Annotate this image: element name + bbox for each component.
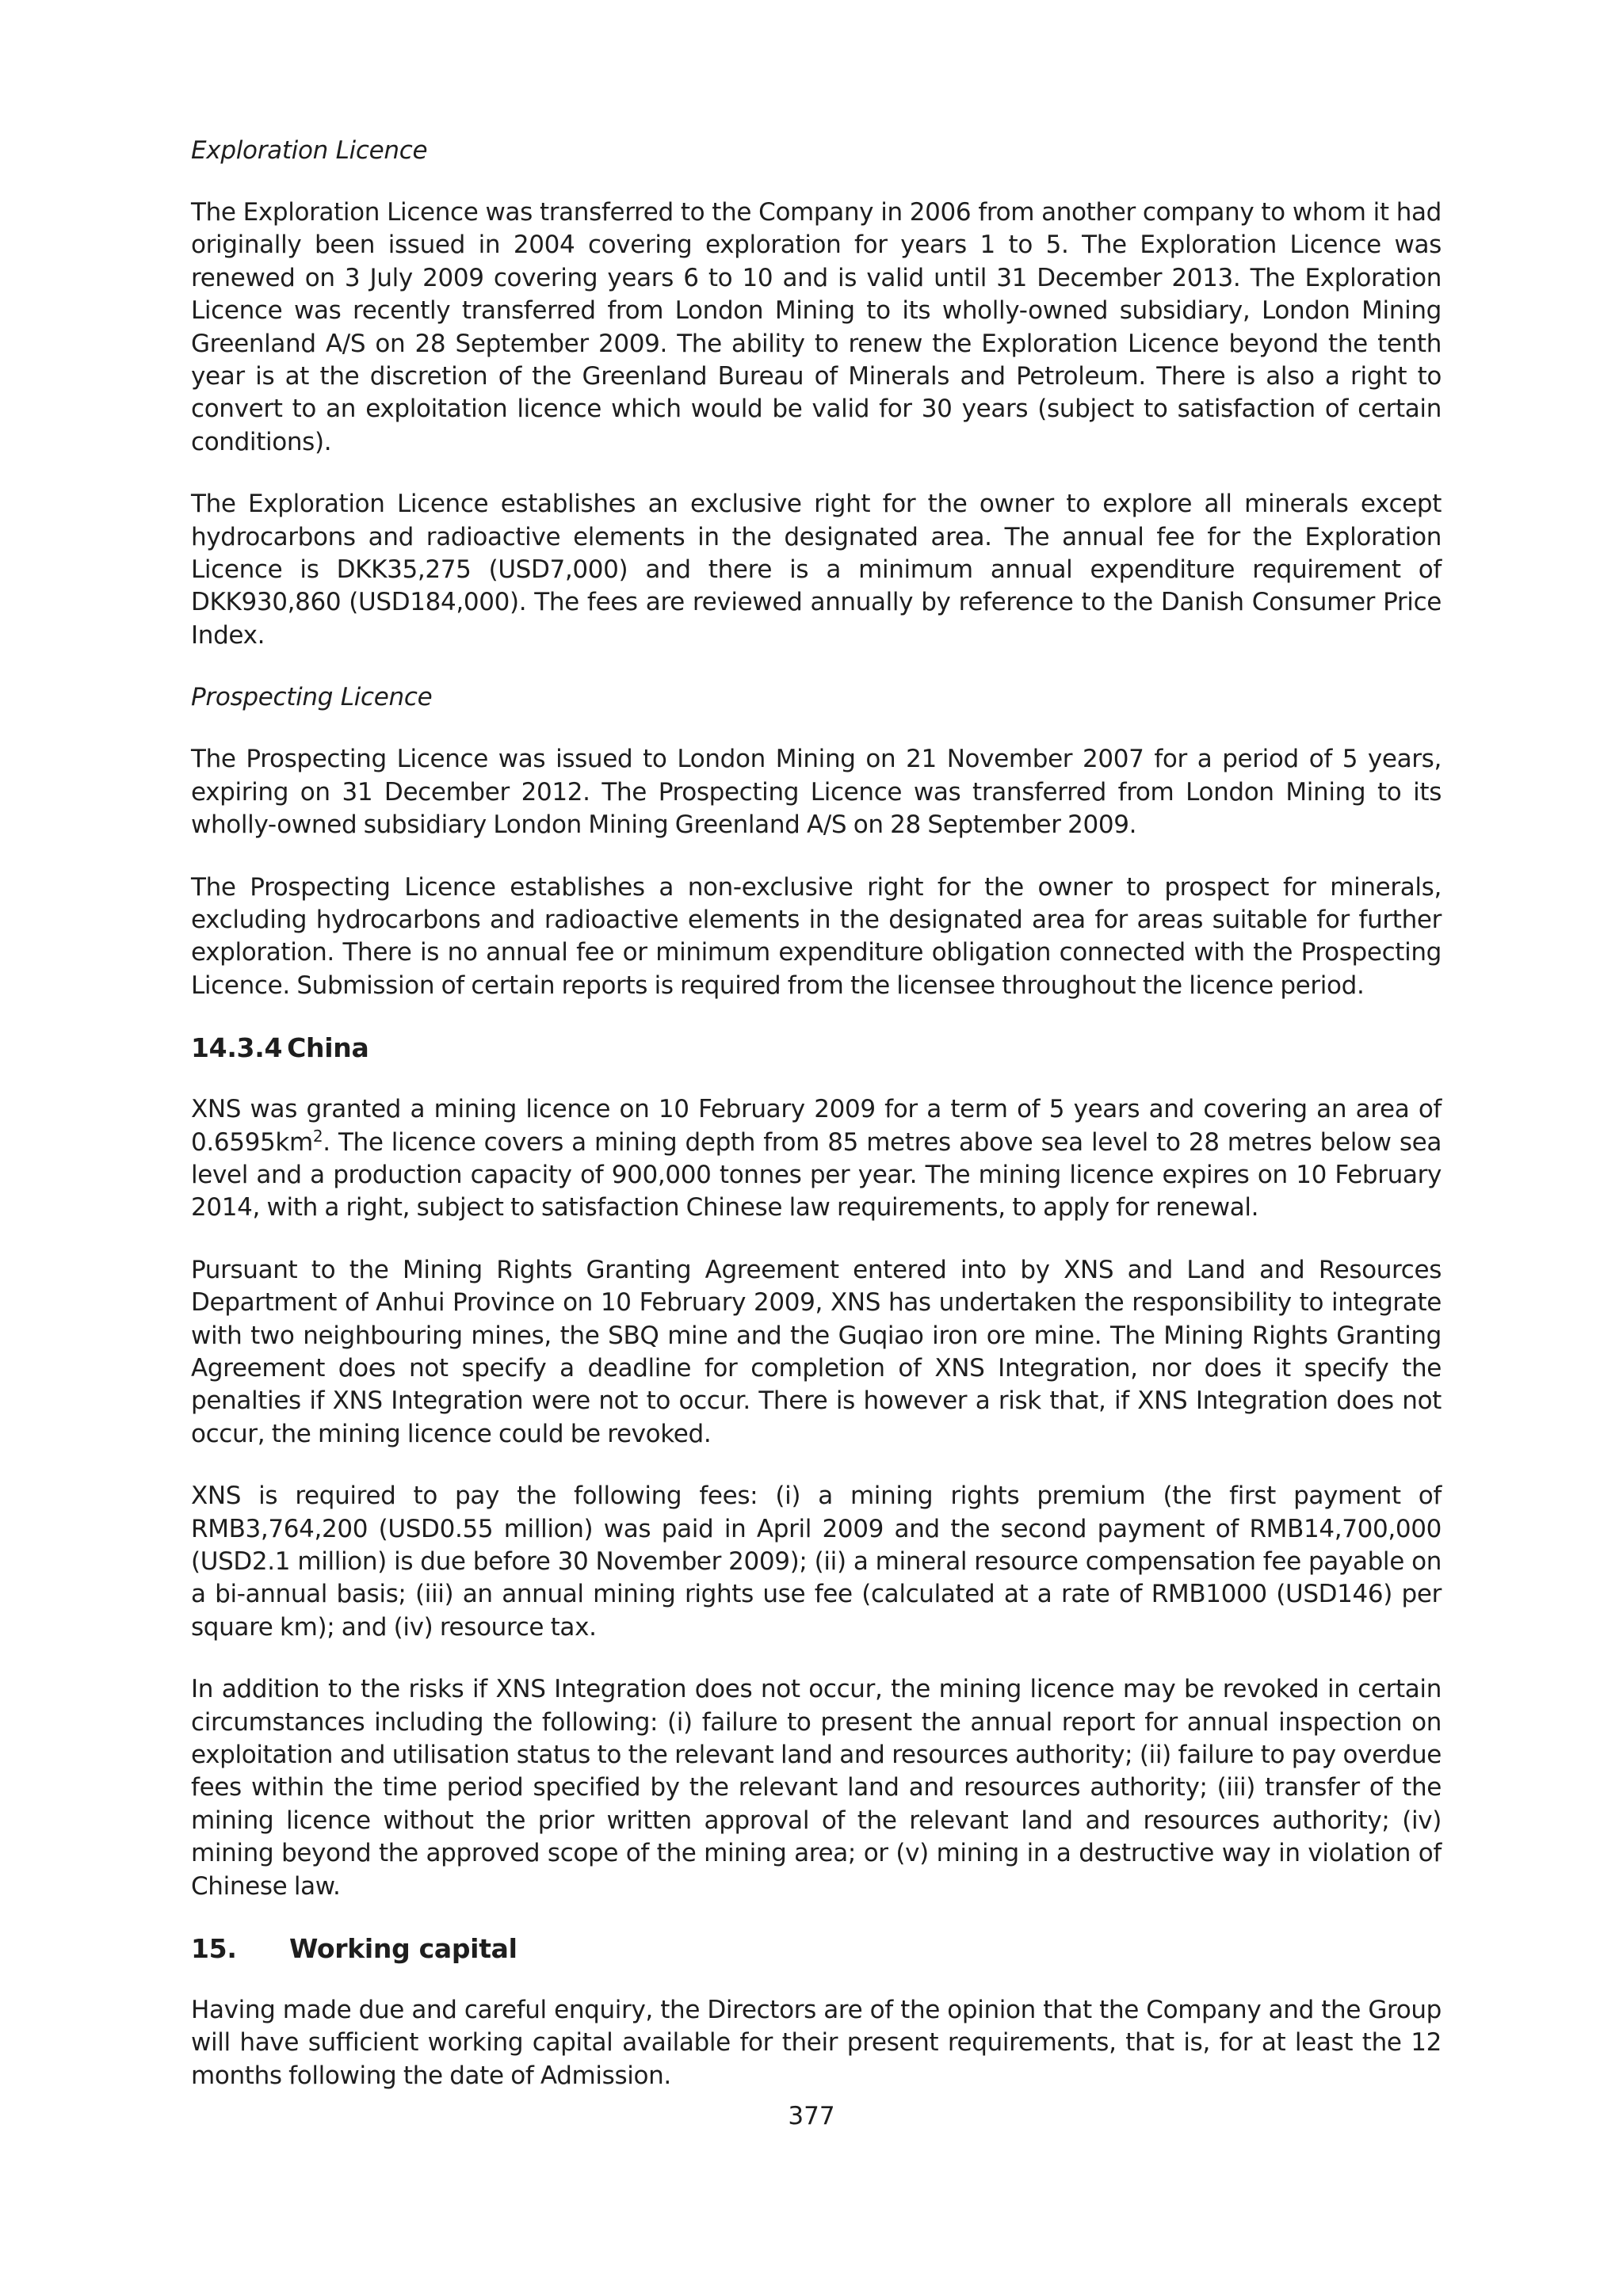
- prospecting-licence-heading: Prospecting Licence: [191, 683, 433, 712]
- page-number: 377: [788, 2102, 835, 2130]
- document-body: [191, 135, 1442, 2122]
- china-section-heading: [191, 1032, 1442, 1064]
- exploration-licence-heading: Exploration Licence: [191, 136, 428, 165]
- working-capital-section-title: Working capital: [289, 1933, 517, 1965]
- squared-superscript: 2: [312, 1126, 323, 1146]
- exploration-licence-paragraph-1: The Exploration Licence was transferred to the Company in 2006 from another company to whom it had originally been issued in 2004 covering exploration for years 1 to 5. The Exploration Licence was renewed on 3 July 2009 covering years 6 to 10 and is valid until 31 December 2013. The Exploration Licence was recently transferred from London Mining to its wholly-owned subsidiary, London Mining Greenland A/S on 28 September 2009. The ability to renew the Exploration Licence beyond the tenth year is at the discretion of the Greenland Bureau of Minerals and Petroleum. There is also a right to convert to an exploitation licence which would be valid for 30 years (subject to satisfaction of certain conditions).: [191, 198, 1442, 456]
- china-section-number: 14.3.4: [191, 1032, 283, 1064]
- china-section-title: China: [287, 1032, 369, 1064]
- china-paragraph-3: XNS is required to pay the following fees: (i) a mining rights premium (the first payment of RMB3,764,200 (USD0.55 million) was paid in April 2009 and the second payment of RMB14,700,000 (USD2.1 million) is due before 30 November 2009); (ii) a mineral resource compensation fee payable on a bi-annual basis; (iii) an annual mining rights use fee (calculated at a rate of RMB1000 (USD146) per square km); and (iv) resource tax.: [191, 1482, 1442, 1642]
- china-paragraph-1: [191, 1093, 1442, 1225]
- prospecting-licence-paragraph-1: The Prospecting Licence was issued to London Mining on 21 November 2007 for a period of 5 years, expiring on 31 December 2012. The Prospecting Licence was transferred from London Mining to its wholly-owned subsidiary London Mining Greenland A/S on 28 September 2009.: [191, 745, 1442, 840]
- china-paragraph-1-part-b: . The licence covers a mining depth from 85 metres above sea level to 28 metres below sea level and a production capacity of 900,000 tonnes per year. The mining licence expires on 10 February 2014, with a right, subject to satisfaction Chinese law requirements, to apply for renewal.: [191, 1127, 1442, 1222]
- prospecting-licence-paragraph-2: The Prospecting Licence establishes a non-exclusive right for the owner to prospect for minerals, excluding hydrocarbons and radioactive elements in the designated area for areas suitable for further exploration. There is no annual fee or minimum expenditure obligation connected with the Prospecting Licence. Submission of certain reports is required from the licensee throughout the licence period.: [191, 872, 1442, 1000]
- china-paragraph-4: In addition to the risks if XNS Integration does not occur, the mining licence may be revoked in certain circumstances including the following: (i) failure to present the annual report for annual inspection on exploitation and utilisation status to the relevant land and resources authority; (ii) failure to pay overdue fees within the time period specified by the relevant land and resources authority; (iii) transfer of the mining licence without the prior written approval of the relevant land and resources authority; (iv) mining beyond the approved scope of the mining area; or (v) mining in a destructive way in violation of Chinese law.: [191, 1675, 1442, 1901]
- exploration-licence-paragraph-2: The Exploration Licence establishes an exclusive right for the owner to explore all minerals except hydrocarbons and radioactive elements in the designated area. The annual fee for the Exploration Licence is DKK35,275 (USD7,000) and there is a minimum annual expenditure requirement of DKK930,860 (USD184,000). The fees are reviewed annually by reference to the Danish Consumer Price Index.: [191, 490, 1442, 650]
- china-paragraph-1-part-a: XNS was granted a mining licence on 10 February 2009 for a term of 5 years and covering an area of 0.6595km: [191, 1095, 1442, 1157]
- china-paragraph-2: Pursuant to the Mining Rights Granting Agreement entered into by XNS and Land and Resources Department of Anhui Province on 10 February 2009, XNS has undertaken the responsibility to integrate with two neighbouring mines, the SBQ mine and the Guqiao iron ore mine. The Mining Rights Granting Agreement does not specify a deadline for completion of XNS Integration, nor does it specify the penalties if XNS Integration were not to occur. There is however a risk that, if XNS Integration does not occur, the mining licence could be revoked.: [191, 1255, 1442, 1448]
- working-capital-heading: [191, 1932, 1442, 1965]
- working-capital-paragraph: Having made due and careful enquiry, the Directors are of the opinion that the Company and the Group will have sufficient working capital available for their present requirements, that is, for at least the 12 months following the date of Admission.: [191, 1996, 1442, 2090]
- working-capital-section-number: 15.: [191, 1933, 237, 1965]
